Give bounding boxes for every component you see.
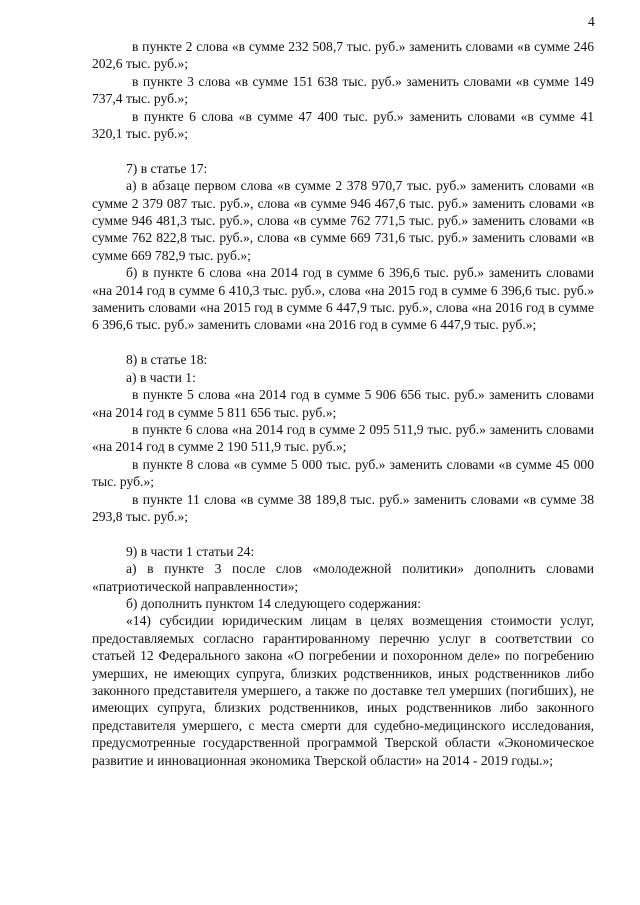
paragraph-gap [92,334,594,351]
paragraph-article-24-a: а) в пункте 3 после слов «молодежной политики» дополнить словами «патриотической направленности»; [92,561,594,594]
paragraph-gap [92,142,594,159]
paragraph-p3-amendment: в пункте 3 слова «в сумме 151 638 тыс. руб.» заменить словами «в сумме 149 737,4 тыс. руб.»; [92,73,594,107]
section-heading-article-18: 8) в статье 18: [126,352,208,368]
paragraph-p2-amendment: в пункте 2 слова «в сумме 232 508,7 тыс. руб.» заменить словами «в сумме 246 202,6 тыс. руб.»; [92,39,594,72]
section-heading-article-17: 7) в статье 17: [126,160,208,176]
page-number: 4 [588,14,595,29]
section-heading-article-24: 9) в части 1 статьи 24: [126,543,255,559]
paragraph-gap [92,525,594,542]
paragraph-article-24-b: б) дополнить пунктом 14 следующего содержания: [126,595,422,611]
document-body [92,38,594,769]
paragraph-article-18-p5: в пункте 5 слова «на 2014 год в сумме 5 906 656 тыс. руб.» заменить словами «на 2014 год в сумме 5 811 656 тыс. руб.»; [92,387,594,420]
paragraph-item-14-text: «14) субсидии юридическим лицам в целях возмещения стоимости услуг, предоставляемых согласно гарантированному перечню услуг в соответствии со статьей 12 Федерального закона «О погребении и похоронном деле» по погребению умерших, не имеющих супруга, близких родственников, иных родственников либо законного представителя умершего, а также по доставке тел умерших (погибших), не имеющих супруга, близких родственников, иных родственников либо законного представителя умершего, с места смерти для судебно-медицинского исследования, предусмотренные государственной программой Тверской области «Экономическое развитие и инновационная экономика Тверской области» на 2014 - 2019 годы.»; [92,613,594,768]
paragraph-article-18-p6: в пункте 6 слова «на 2014 год в сумме 2 095 511,9 тыс. руб.» заменить словами «на 2014 год в сумме 2 190 511,9 тыс. руб.»; [92,421,594,455]
paragraph-p6-amendment: в пункте 6 слова «в сумме 47 400 тыс. руб.» заменить словами «в сумме 41 320,1 тыс. руб.»; [92,108,594,142]
paragraph-article-18-p11: в пункте 11 слова «в сумме 38 189,8 тыс. руб.» заменить словами «в сумме 38 293,8 тыс. руб.»; [92,491,594,524]
paragraph-article-18-p8: в пункте 8 слова «в сумме 5 000 тыс. руб.» заменить словами «в сумме 45 000 тыс. руб.»; [92,456,594,490]
paragraph-article-17-b: б) в пункте 6 слова «на 2014 год в сумме 6 396,6 тыс. руб.» заменить словами «на 2014 год в сумме 6 410,3 тыс. руб.», слова «на 2015 год в сумме 6 396,6 тыс. руб.» заменить словами «на 2015 год в сумме 6 447,9 тыс. руб.», слова «на 2016 год в сумме 6 396,6 тыс. руб.» заменить словами «на 2016 год в сумме 6 447,9 тыс. руб.»; [92,265,594,333]
subheading-part-1: а) в части 1: [126,369,196,385]
paragraph-article-17-a: а) в абзаце первом слова «в сумме 2 378 970,7 тыс. руб.» заменить словами «в сумме 2 379 087 тыс. руб.», слова «в сумме 946 467,6 тыс. руб.» заменить словами «в сумме 946 481,3 тыс. руб.», слова «в сумме 762 771,5 тыс. руб.» заменить словами «в сумме 762 822,8 тыс. руб.», слова «в сумме 669 731,6 тыс. руб.» заменить словами «в сумме 669 782,9 тыс. руб.»; [92,178,594,263]
